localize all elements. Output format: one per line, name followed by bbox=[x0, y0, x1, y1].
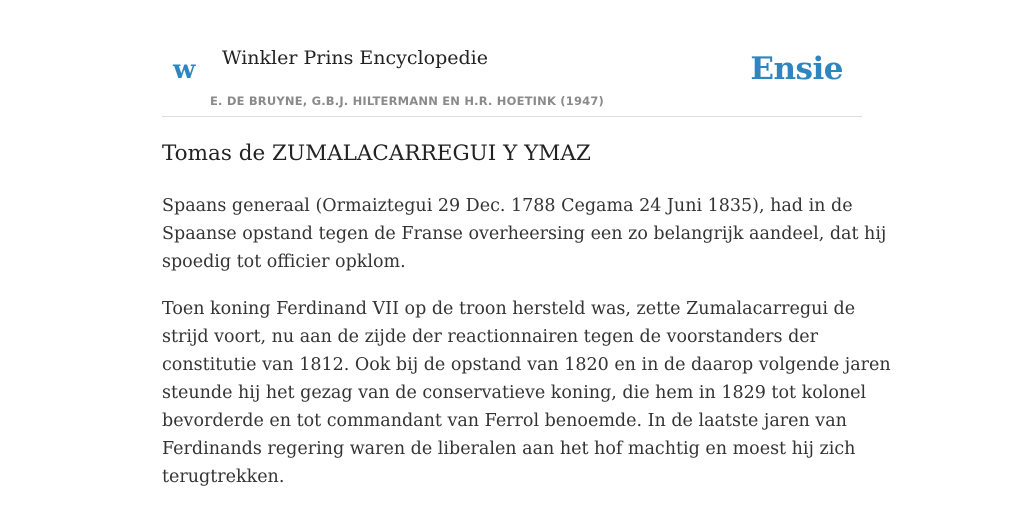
site-logo[interactable]: w bbox=[173, 55, 196, 85]
article-paragraph-1 bbox=[162, 192, 887, 276]
paragraph-line: steunde hij het gezag van de conservatieve koning, die hem in 1829 tot kolonel bbox=[162, 383, 867, 403]
paragraph-line: Toen koning Ferdinand VII op de troon hersteld was, zette Zumalacarregui de bbox=[162, 299, 856, 319]
paragraph-line: strijd voort, nu aan de zijde der reactionnairen tegen de voorstanders der bbox=[162, 327, 819, 347]
paragraph-line: constitutie van 1812. Ook bij de opstand van 1820 en in de daarop volgende jaren bbox=[162, 355, 891, 375]
site-header bbox=[162, 0, 862, 117]
site-title[interactable]: Winkler Prins Encyclopedie bbox=[222, 47, 488, 69]
brand-logo[interactable]: Ensie bbox=[750, 51, 843, 87]
paragraph-line: terugtrekken. bbox=[162, 467, 285, 487]
article-paragraph-2 bbox=[162, 295, 891, 491]
paragraph-line: bevorderde en tot commandant van Ferrol benoemde. In de laatste jaren van bbox=[162, 411, 847, 431]
paragraph-line: Spaans generaal (Ormaiztegui 29 Dec. 1788 Cegama 24 Juni 1835), had in de bbox=[162, 196, 853, 216]
paragraph-line: Ferdinands regering waren de liberalen aan het hof machtig en moest hij zich bbox=[162, 439, 856, 459]
article bbox=[162, 138, 891, 491]
article-title: Tomas de ZUMALACARREGUI Y YMAZ bbox=[162, 141, 591, 166]
paragraph-line: Spaanse opstand tegen de Franse overheersing een zo belangrijk aandeel, dat hij bbox=[162, 224, 887, 244]
paragraph-line: spoedig tot officier opklom. bbox=[162, 252, 406, 272]
site-subtitle: E. DE BRUYNE, G.B.J. HILTERMANN EN H.R. HOETINK (1947) bbox=[210, 94, 605, 108]
